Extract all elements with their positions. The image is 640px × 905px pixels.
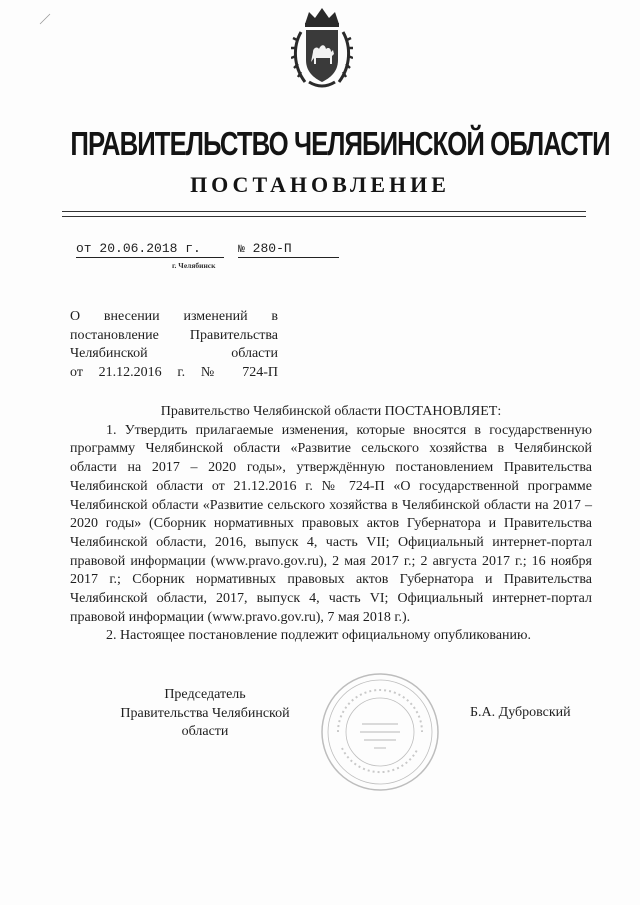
pen-mark-icon <box>38 12 52 26</box>
registration-date: от 20.06.2018 г. <box>76 241 224 258</box>
body-paragraph: 1. Утвердить прилагаемые изменения, которые вносятся в государственную программу Челябинской области «Развитие сельского хозяйства в Челябинской области на 2017 – 2020 годы», утверждённую постановлением Правительства Челябинской области от 21.12.2016 г. № 724-П «О государственной программе Челябинской области «Развитие сельского хозяйства в Челябинской области на 2017 – 2020 годы» (Сборник нормативных правовых актов Губернатора и Правительства Челябинской области, 2016, выпуск 4, часть VII; Официальный интернет-портал правовой информации (www.pravo.gov.ru), 2 мая 2017 г.; 2 августа 2017 г.; 16 ноября 2017 г.; Сборник нормативных правовых актов Губернатора и Правительства Челябинской области, 2017, выпуск 4, часть VI; Официальный интернет-портал правовой информации (www.pravo.gov.ru), 7 мая 2018 г.). <box>70 422 592 625</box>
signatory-name: Б.А. Дубровский <box>470 705 571 720</box>
coat-of-arms-icon <box>291 6 353 90</box>
subject-line: О внесении изменений в <box>70 309 278 324</box>
document-type: ПОСТАНОВЛЕНИЕ <box>190 172 450 197</box>
subject-line: от 21.12.2016 г. № 724-П <box>70 365 278 381</box>
official-seal-icon <box>318 670 442 794</box>
body-lead: Правительство Челябинской области ПОСТАНОВЛЯЕТ: <box>160 404 502 419</box>
signatory-title: Председатель Правительства Челябинской области <box>120 687 290 740</box>
registration-number: № 280-П <box>238 241 338 258</box>
document-subject <box>70 308 278 383</box>
subject-line: Челябинской области <box>70 346 278 362</box>
header-divider <box>62 211 586 217</box>
subject-line: постановление Правительства <box>70 327 278 343</box>
city-label: г. Челябинск <box>172 261 216 270</box>
organization-title: ПРАВИТЕЛЬСТВО ЧЕЛЯБИНСКОЙ ОБЛАСТИ <box>70 125 610 162</box>
document-body <box>70 403 592 646</box>
registration-line <box>76 241 339 256</box>
body-paragraph: 2. Настоящее постановление подлежит официальному опубликованию. <box>106 628 531 644</box>
